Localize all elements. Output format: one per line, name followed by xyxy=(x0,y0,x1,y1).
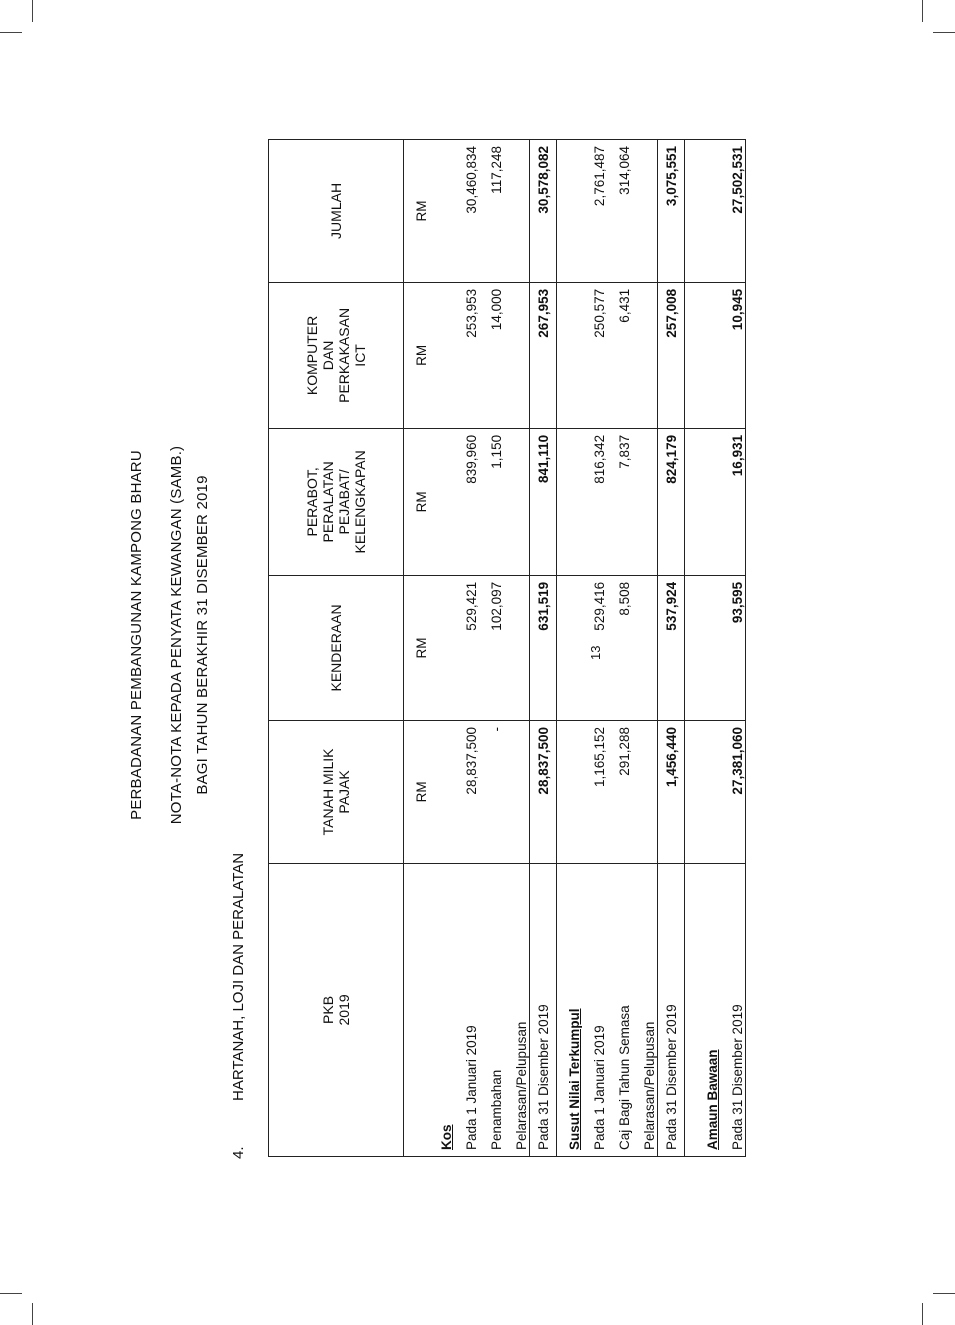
cell-value: 537,924 xyxy=(658,575,685,720)
period-title: BAGI TAHUN BERAKHIR 31 DISEMBER 2019 xyxy=(194,475,211,795)
org-name: PERBADANAN PEMBANGUNAN KAMPONG BHARU xyxy=(128,450,145,820)
notes-title: NOTA-NOTA KEPADA PENYATA KEWANGAN (SAMB.) xyxy=(168,445,185,825)
col-header-tanah: TANAH MILIK PAJAK xyxy=(269,720,404,863)
cell-value: 30,578,082 xyxy=(530,140,557,283)
cell-value xyxy=(504,428,530,575)
cell-value: 8,508 xyxy=(607,575,632,720)
section-susut xyxy=(557,140,583,1157)
ppe-table xyxy=(268,139,746,1157)
col-header-komputer: KOMPUTER DAN PERKAKASAN ICT xyxy=(269,282,404,428)
cell-value: 93,595 xyxy=(720,575,746,720)
row-label: Pada 31 Disember 2019 xyxy=(720,863,746,1156)
cell-value: 257,008 xyxy=(658,282,685,428)
cell-value xyxy=(504,282,530,428)
unit-cell: RM xyxy=(404,720,430,863)
cell-value: 253,953 xyxy=(454,282,479,428)
page-number: 13 xyxy=(588,645,603,660)
cell-value: 1,456,440 xyxy=(658,720,685,863)
crop-mark xyxy=(32,1303,33,1325)
table-row xyxy=(479,140,504,1157)
kos-heading: Kos xyxy=(439,1124,454,1150)
unit-cell: RM xyxy=(404,575,430,720)
cell-value: 28,837,500 xyxy=(530,720,557,863)
cell-value xyxy=(504,720,530,863)
cell-value: 2,761,487 xyxy=(582,140,607,283)
table-row xyxy=(720,140,746,1157)
cell-value xyxy=(632,575,658,720)
row-label: Pada 1 Januari 2019 xyxy=(454,863,479,1156)
cell-value: 27,502,531 xyxy=(720,140,746,283)
crop-mark xyxy=(922,0,923,22)
unit-cell: RM xyxy=(404,140,430,283)
cell-value xyxy=(632,428,658,575)
table-row xyxy=(504,140,530,1157)
cell-value xyxy=(632,282,658,428)
crop-mark xyxy=(0,1293,22,1294)
cell-value: 267,953 xyxy=(530,282,557,428)
row-label: Pada 1 Januari 2019 xyxy=(582,863,607,1156)
cell-value: 631,519 xyxy=(530,575,557,720)
row-label: Penambahan xyxy=(479,863,504,1156)
cell-value: 841,110 xyxy=(530,428,557,575)
crop-mark xyxy=(32,0,33,22)
cell-value: 30,460,834 xyxy=(454,140,479,283)
cell-value xyxy=(504,575,530,720)
crop-mark xyxy=(933,1293,955,1294)
col-header-label: PKB 2019 xyxy=(269,863,404,1156)
col-header-perabot: PERABOT, PERALATAN PEJABAT/ KELENGKAPAN xyxy=(269,428,404,575)
rotated-sheet xyxy=(120,105,750,1165)
cell-value: 7,837 xyxy=(607,428,632,575)
section-heading xyxy=(230,853,247,1159)
col-header-kenderaan: KENDERAAN xyxy=(269,575,404,720)
susut-heading: Susut Nilai Terkumpul xyxy=(567,1008,582,1150)
cell-value: 529,416 xyxy=(582,575,607,720)
section-title: HARTANAH, LOJI DAN PERALATAN xyxy=(230,852,247,1101)
cell-value: 1,150 xyxy=(479,428,504,575)
crop-mark xyxy=(933,32,955,33)
total-row xyxy=(658,140,685,1157)
table-row xyxy=(454,140,479,1157)
crop-mark xyxy=(0,32,22,33)
cell-value: 291,288 xyxy=(607,720,632,863)
total-row xyxy=(530,140,557,1157)
row-label: Pada 31 Disember 2019 xyxy=(530,863,557,1156)
unit-cell: RM xyxy=(404,282,430,428)
cell-value: 27,381,060 xyxy=(720,720,746,863)
section-kos xyxy=(429,140,454,1157)
table-row xyxy=(607,140,632,1157)
cell-value: 10,945 xyxy=(720,282,746,428)
cell-value: 16,931 xyxy=(720,428,746,575)
row-label: Caj Bagi Tahun Semasa xyxy=(607,863,632,1156)
cell-value: 314,064 xyxy=(607,140,632,283)
cell-value: 14,000 xyxy=(479,282,504,428)
cell-value: 6,431 xyxy=(607,282,632,428)
bawaan-heading: Amaun Bawaan xyxy=(705,1049,720,1150)
cell-value: 824,179 xyxy=(658,428,685,575)
cell-value: 102,097 xyxy=(479,575,504,720)
cell-value xyxy=(504,140,530,283)
row-label: Pelarasan/Pelupusan xyxy=(632,863,658,1156)
cell-value xyxy=(632,140,658,283)
row-label: Pada 31 Disember 2019 xyxy=(658,863,685,1156)
cell-value xyxy=(632,720,658,863)
cell-value: 250,577 xyxy=(582,282,607,428)
col-header-jumlah: JUMLAH xyxy=(269,140,404,283)
cell-value: - xyxy=(479,720,504,863)
cell-value: 28,837,500 xyxy=(454,720,479,863)
unit-row xyxy=(404,140,430,1157)
cell-value: 839,960 xyxy=(454,428,479,575)
section-bawaan xyxy=(685,140,721,1157)
cell-value: 1,165,152 xyxy=(582,720,607,863)
cell-value: 3,075,551 xyxy=(658,140,685,283)
row-label: Pelarasan/Pelupusan xyxy=(504,863,530,1156)
section-number: 4. xyxy=(230,1146,247,1159)
cell-value: 529,421 xyxy=(454,575,479,720)
cell-value: 816,342 xyxy=(582,428,607,575)
cell-value: 117,248 xyxy=(479,140,504,283)
unit-cell: RM xyxy=(404,428,430,575)
table-row xyxy=(632,140,658,1157)
crop-mark xyxy=(922,1303,923,1325)
